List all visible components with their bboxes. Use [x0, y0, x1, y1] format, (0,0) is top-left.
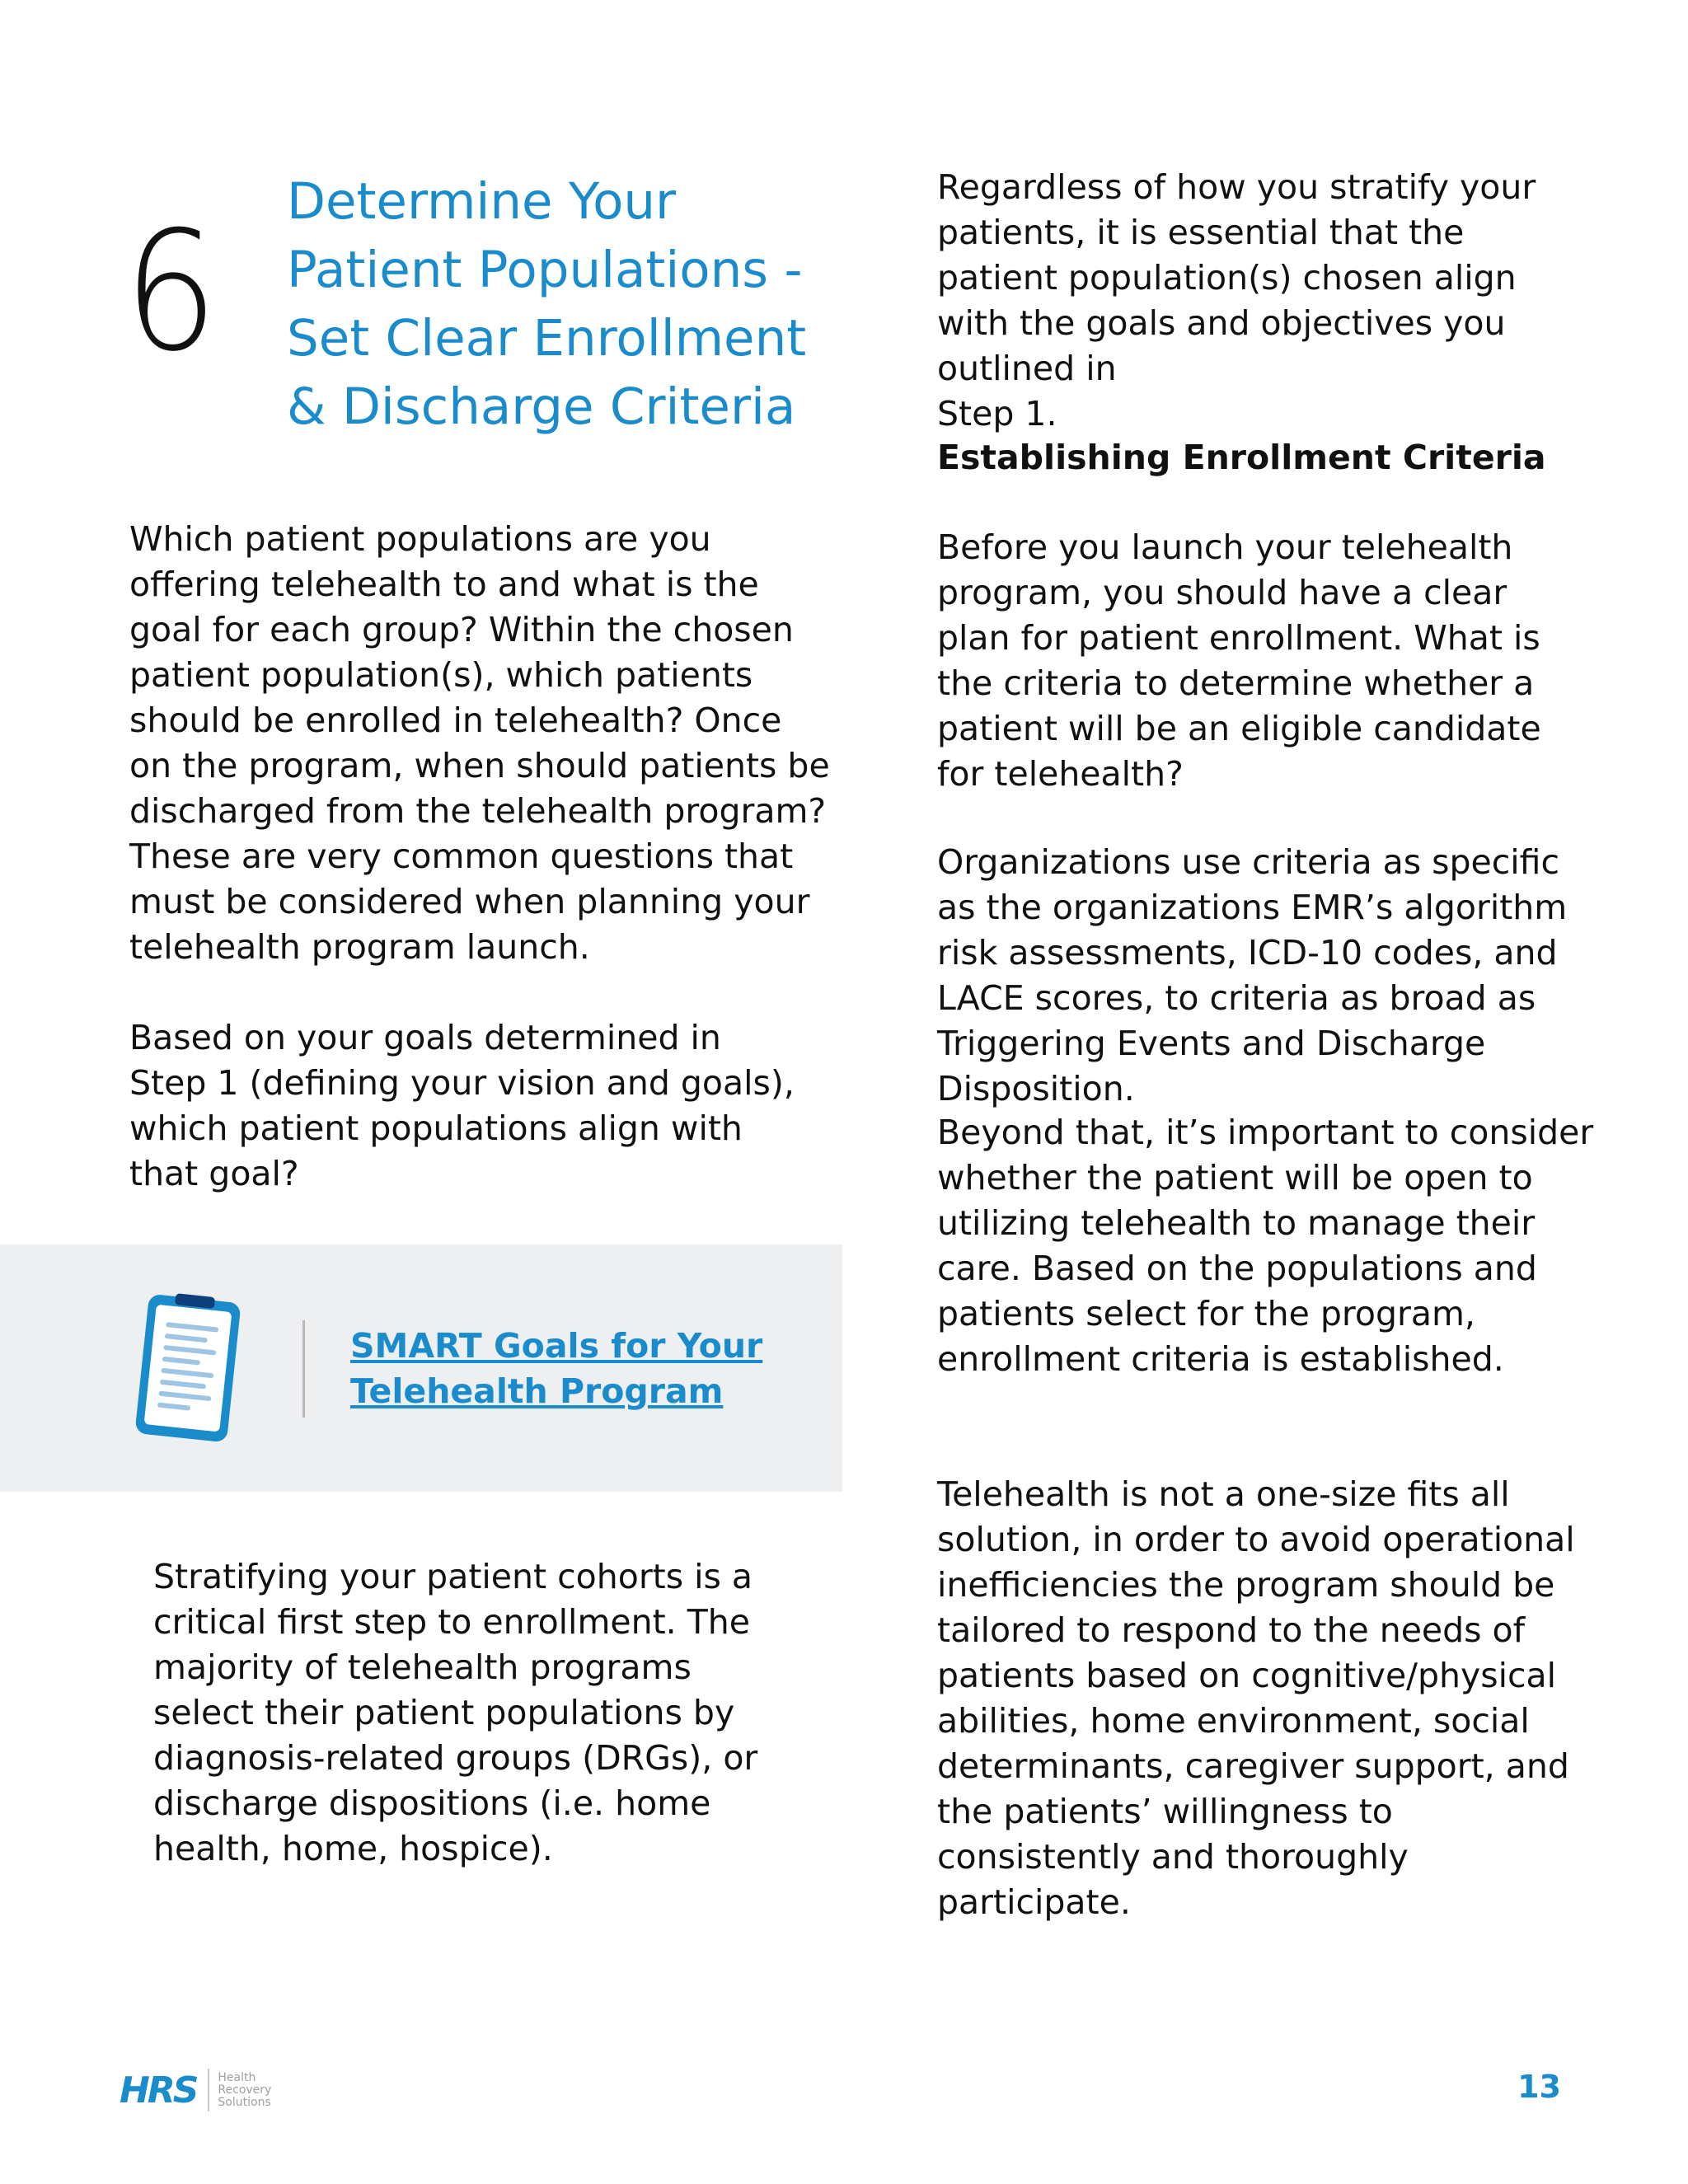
step-number: 6 [124, 196, 218, 388]
criteria-paragraph: Organizations use criteria as specific as the organizations EMR’s algorithm risk assessments, ICD-10 codes, and LACE scores, to criteria as broad as Triggering Events and Discharge Disposition. [937, 842, 1568, 1108]
logo-sub-line: Solutions [218, 2095, 271, 2109]
step-title-line: Set Clear Enrollment [287, 309, 807, 368]
link-line: SMART Goals for Your [350, 1326, 763, 1366]
logo-sub-line: Health [218, 2070, 256, 2084]
step-title-line: Patient Populations - [287, 241, 803, 299]
link-line: Telehealth Program [350, 1371, 724, 1411]
hrs-logo [120, 2069, 271, 2111]
step-title [287, 167, 814, 441]
enrollment-heading: Establishing Enrollment Criteria [937, 438, 1546, 477]
logo-divider [208, 2069, 209, 2111]
beyond-paragraph: Beyond that, it’s important to consider whether the patient will be open to utilizing telehealth to manage their care. Based on the populations and patients select for the program, enrollment criteria is established. [937, 1113, 1594, 1379]
regardless-paragraph [937, 165, 1580, 437]
launch-paragraph: Before you launch your telehealth program, you should have a clear plan for patient enrollment. What is the criteria to determine whether a patient will be an eligible candidate for telehealth? [937, 527, 1541, 794]
regardless-text: Regardless of how you stratify your patients, it is essential that the patient population(s) chosen align with the goals and objectives you outlined in [937, 167, 1536, 388]
stratifying-paragraph: Stratifying your patient cohorts is a critical first step to enrollment. The majority of telehealth programs select their patient populations by diagnosis-related groups (DRGs), or discharge dispositions (i.e. home health, home, hospice). [153, 1557, 758, 1868]
step-title-line: & Discharge Criteria [287, 377, 796, 436]
one-size-paragraph: Telehealth is not a one-size fits all solution, in order to avoid operational inefficiencies the program should be tailored to respond to the needs of patients based on cognitive/physical abilities, home environment, social determinants, caregiver support, and the patients’ willingness to consistently and thoroughly participate. [937, 1474, 1575, 1922]
intro-paragraph: Which patient populations are you offering telehealth to and what is the goal for each group? Within the chosen patient population(s), which patients should be enrolled in telehealth? Once on the program, when should patients be discharged from the telehealth program? These are very common questions that must be considered when planning your telehealth program launch. [129, 519, 830, 967]
smart-goals-link[interactable] [350, 1324, 812, 1414]
clipboard-icon [125, 1290, 249, 1446]
regardless-text-end: Step 1. [937, 394, 1057, 434]
step-title-line: Determine Your [287, 172, 677, 231]
logo-mark: HRS [120, 2069, 197, 2111]
goals-paragraph: Based on your goals determined in Step 1 (defining your vision and goals), which patient populations align with that goal? [129, 1018, 795, 1193]
logo-sub-line: Recovery [218, 2083, 272, 2097]
callout-divider [302, 1320, 305, 1418]
logo-subtext [218, 2072, 271, 2109]
page-number: 13 [1517, 2069, 1561, 2105]
